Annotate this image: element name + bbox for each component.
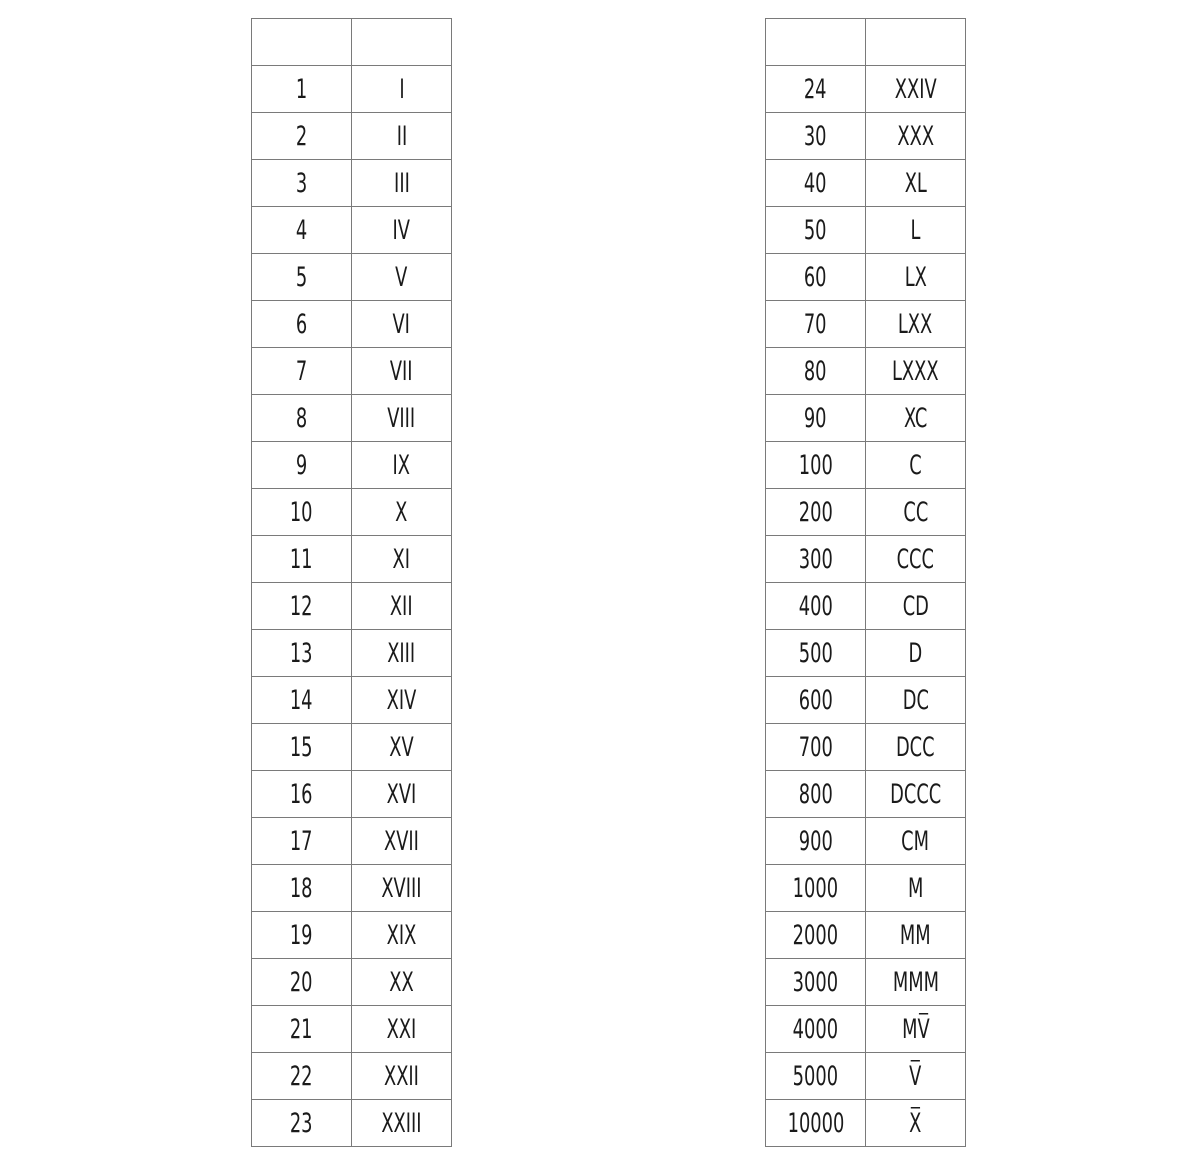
table-row [766,442,966,489]
roman-numeral: XIV [386,684,417,716]
arabic-numeral: 3 [295,167,308,199]
roman-numeral: XI [392,543,411,575]
roman-numeral: D [908,637,923,669]
roman-numeral-cell [866,489,966,536]
roman-numeral: VI [392,308,411,340]
arabic-numeral: 18 [290,872,313,904]
table-row [252,771,452,818]
table-row [766,583,966,630]
arabic-numeral-cell [252,959,352,1006]
roman-numeral: XIX [386,919,417,951]
roman-numeral-cell [352,865,452,912]
arabic-numeral: 300 [798,543,833,575]
table-row [766,66,966,113]
roman-numeral-cell [866,1100,966,1147]
roman-numeral-cell [352,818,452,865]
table-row [766,1053,966,1100]
arabic-numeral-cell [252,724,352,771]
arabic-numeral: 11 [290,543,313,575]
arabic-numeral-cell [252,1100,352,1147]
roman-numeral-cell [352,489,452,536]
table-header-row [252,19,452,66]
table-row [252,442,452,489]
roman-numeral-cell [866,301,966,348]
roman-numeral: LX [904,261,927,293]
arabic-numeral: 1000 [792,872,839,904]
roman-numeral-cell [866,1006,966,1053]
arabic-numeral-cell [766,207,866,254]
roman-numeral: V [395,261,408,293]
arabic-numeral-cell [252,912,352,959]
arabic-numeral-cell [252,442,352,489]
arabic-numeral: 800 [798,778,833,810]
roman-numeral: VII [390,355,413,387]
table-row [252,395,452,442]
table-row [252,912,452,959]
arabic-numeral: 14 [290,684,313,716]
roman-numeral: XIII [387,637,416,669]
roman-numeral: M [907,872,924,904]
arabic-numeral: 2000 [792,919,839,951]
arabic-numeral-cell [766,959,866,1006]
table-row [766,395,966,442]
table-row [252,1006,452,1053]
roman-numeral: III [393,167,410,199]
roman-numeral: DCCC [889,778,942,810]
roman-numeral: VIII [387,402,416,434]
table-row [766,1006,966,1053]
roman-numeral: MM [900,919,931,951]
table-row [252,207,452,254]
roman-numeral: XC [903,402,928,434]
roman-numeral-cell [866,959,966,1006]
roman-numeral-cell [866,536,966,583]
roman-numeral: V̅ [909,1060,922,1092]
table-row [252,583,452,630]
arabic-numeral: 5 [295,261,308,293]
roman-numeral-cell [352,1100,452,1147]
arabic-numeral: 1 [295,73,308,105]
table-row [766,301,966,348]
roman-numeral-cell [352,348,452,395]
roman-numeral-cell [866,254,966,301]
arabic-numeral: 700 [798,731,833,763]
arabic-numeral-cell [766,66,866,113]
table-row [252,959,452,1006]
table-body [766,19,966,1147]
roman-numeral-cell [352,677,452,724]
arabic-numeral-cell [766,1053,866,1100]
header-cell-arabic [252,19,352,66]
arabic-numeral: 4000 [792,1013,839,1045]
roman-numeral-cell [352,66,452,113]
roman-numeral-cell [866,442,966,489]
arabic-numeral: 7 [295,355,308,387]
roman-numeral: DC [902,684,929,716]
arabic-numeral: 10000 [787,1107,844,1139]
roman-numeral: XXX [897,120,934,152]
roman-numeral-cell [866,583,966,630]
arabic-numeral: 12 [290,590,313,622]
roman-numeral: CD [902,590,929,622]
roman-numeral: XXI [386,1013,417,1045]
arabic-numeral-cell [252,1006,352,1053]
table-row [252,818,452,865]
arabic-numeral-cell [766,771,866,818]
table-row [252,489,452,536]
arabic-numeral: 4 [295,214,308,246]
header-cell-arabic [766,19,866,66]
roman-numeral-cell [352,395,452,442]
roman-numeral: XV [389,731,414,763]
roman-numeral: MMM [892,966,939,998]
roman-numeral: XXIV [894,73,937,105]
roman-numerals-table-left [251,18,452,1147]
arabic-numeral-cell [766,630,866,677]
table-row [766,959,966,1006]
arabic-numeral: 200 [798,496,833,528]
roman-numeral-cell [866,1053,966,1100]
table-row [252,677,452,724]
table-header-row [766,19,966,66]
arabic-numeral-cell [252,630,352,677]
table-row [252,865,452,912]
table-row [252,160,452,207]
arabic-numeral: 23 [290,1107,313,1139]
arabic-numeral-cell [252,348,352,395]
table-row [766,818,966,865]
roman-numeral-cell [866,66,966,113]
roman-numeral: XVIII [381,872,422,904]
roman-numeral: IX [392,449,411,481]
arabic-numeral: 24 [804,73,827,105]
roman-numeral: XVI [386,778,417,810]
roman-numeral: XL [904,167,927,199]
table-row [766,160,966,207]
arabic-numeral: 30 [804,120,827,152]
roman-numeral-cell [866,160,966,207]
table-row [766,489,966,536]
table-row [252,254,452,301]
table-row [766,912,966,959]
table-row [766,348,966,395]
table-row [766,536,966,583]
roman-numeral: C [909,449,922,481]
roman-numeral: X̅ [909,1107,922,1139]
arabic-numeral: 90 [804,402,827,434]
roman-numeral-cell [866,677,966,724]
roman-numeral: XXIII [381,1107,422,1139]
roman-numeral-cell [352,442,452,489]
table-row [252,536,452,583]
roman-numeral-cell [352,160,452,207]
table-row [766,630,966,677]
arabic-numeral-cell [766,442,866,489]
roman-numeral: XVII [384,825,419,857]
roman-numeral: CM [901,825,930,857]
table-row [252,724,452,771]
arabic-numeral: 50 [804,214,827,246]
arabic-numeral-cell [766,160,866,207]
table-row [252,348,452,395]
roman-numeral: XII [390,590,413,622]
arabic-numeral: 10 [290,496,313,528]
arabic-numeral: 21 [290,1013,313,1045]
roman-numeral-cell [866,630,966,677]
table-body [252,19,452,1147]
roman-numeral-cell [866,348,966,395]
arabic-numeral-cell [252,583,352,630]
roman-numeral-cell [352,959,452,1006]
arabic-numeral-cell [766,536,866,583]
arabic-numeral-cell [766,1100,866,1147]
table-row [252,301,452,348]
arabic-numeral: 8 [295,402,308,434]
roman-numeral: CCC [896,543,935,575]
arabic-numeral-cell [252,489,352,536]
roman-numeral: II [396,120,407,152]
arabic-numeral: 6 [295,308,308,340]
arabic-numeral: 13 [290,637,313,669]
arabic-numeral: 5000 [792,1060,839,1092]
roman-numeral-cell [866,771,966,818]
arabic-numeral-cell [766,865,866,912]
arabic-numeral: 80 [804,355,827,387]
arabic-numeral-cell [252,66,352,113]
roman-numeral-cell [352,912,452,959]
roman-numeral: CC [903,496,928,528]
arabic-numeral: 100 [798,449,833,481]
roman-numeral-cell [866,865,966,912]
roman-numeral: DCC [896,731,935,763]
roman-numeral-cell [352,724,452,771]
arabic-numeral: 17 [290,825,313,857]
table-row [252,1053,452,1100]
arabic-numeral-cell [766,724,866,771]
arabic-numeral-cell [766,912,866,959]
roman-numeral-cell [866,395,966,442]
arabic-numeral-cell [252,207,352,254]
arabic-numeral-cell [766,583,866,630]
header-cell-roman [866,19,966,66]
table-row [766,677,966,724]
roman-numeral: MV̅ [901,1013,930,1045]
table-row [766,724,966,771]
arabic-numeral-cell [252,818,352,865]
roman-numeral: IV [392,214,411,246]
arabic-numeral-cell [252,301,352,348]
table-row [252,1100,452,1147]
roman-numeral-cell [352,1006,452,1053]
roman-numeral-cell [352,583,452,630]
arabic-numeral: 22 [290,1060,313,1092]
arabic-numeral-cell [766,113,866,160]
arabic-numeral: 19 [290,919,313,951]
roman-numeral: L [910,214,921,246]
roman-numeral: LXXX [892,355,939,387]
table-row [766,207,966,254]
table-row [766,1100,966,1147]
arabic-numeral-cell [766,489,866,536]
table-row [766,771,966,818]
arabic-numeral: 400 [798,590,833,622]
arabic-numeral-cell [252,771,352,818]
table-row [252,113,452,160]
arabic-numeral-cell [766,301,866,348]
roman-numeral: LXX [898,308,933,340]
roman-numeral-cell [352,771,452,818]
roman-numeral: X [395,496,408,528]
arabic-numeral-cell [252,113,352,160]
table-row [252,66,452,113]
arabic-numeral-cell [766,1006,866,1053]
table-row [766,865,966,912]
arabic-numeral-cell [766,677,866,724]
roman-numeral-cell [352,301,452,348]
arabic-numeral-cell [252,536,352,583]
arabic-numeral: 900 [798,825,833,857]
arabic-numeral: 9 [295,449,308,481]
arabic-numeral: 15 [290,731,313,763]
arabic-numeral-cell [766,348,866,395]
roman-numerals-table-right [765,18,966,1147]
roman-numeral-cell [352,113,452,160]
arabic-numeral: 16 [290,778,313,810]
roman-numeral-cell [866,113,966,160]
arabic-numeral-cell [252,395,352,442]
arabic-numeral-cell [766,818,866,865]
arabic-numeral: 3000 [792,966,839,998]
arabic-numeral-cell [252,865,352,912]
roman-numeral-cell [352,536,452,583]
table-row [766,113,966,160]
roman-numeral-cell [352,1053,452,1100]
arabic-numeral: 2 [295,120,308,152]
roman-numeral-cell [352,630,452,677]
table-row [766,254,966,301]
arabic-numeral: 60 [804,261,827,293]
arabic-numeral-cell [252,1053,352,1100]
roman-numeral-cell [352,207,452,254]
roman-numeral: XXII [384,1060,419,1092]
arabic-numeral-cell [766,395,866,442]
arabic-numeral: 500 [798,637,833,669]
header-cell-roman [352,19,452,66]
arabic-numeral: 40 [804,167,827,199]
arabic-numeral-cell [252,160,352,207]
arabic-numeral: 70 [804,308,827,340]
roman-numeral-cell [866,818,966,865]
arabic-numeral-cell [252,677,352,724]
table-row [252,630,452,677]
roman-numeral: XX [389,966,414,998]
arabic-numeral: 600 [798,684,833,716]
arabic-numeral-cell [766,254,866,301]
roman-numeral-cell [866,912,966,959]
roman-numeral-cell [352,254,452,301]
roman-numeral-cell [866,207,966,254]
arabic-numeral: 20 [290,966,313,998]
arabic-numeral-cell [252,254,352,301]
roman-numeral-cell [866,724,966,771]
roman-numeral: I [398,73,405,105]
